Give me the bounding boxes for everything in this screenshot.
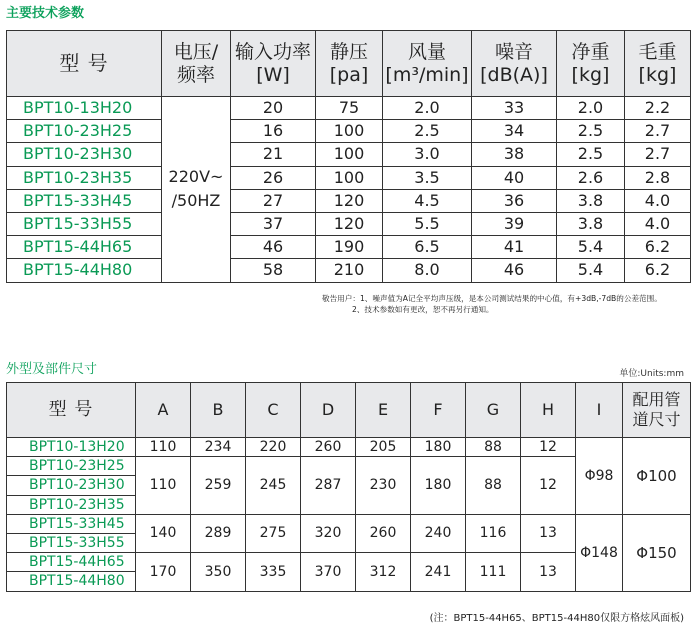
static-pressure-cell: 190 <box>316 236 383 259</box>
input-power-cell: 58 <box>231 259 316 282</box>
static-pressure-cell: 100 <box>316 120 383 143</box>
model-cell: BPT10-23H35 <box>7 495 136 514</box>
spec-table <box>6 30 691 283</box>
dim-a-cell: 140 <box>136 514 191 552</box>
model-cell: BPT15-33H45 <box>7 514 136 533</box>
noise-cell: 40 <box>472 166 557 189</box>
dim-e-cell: 260 <box>356 514 411 552</box>
dim-b-cell: 234 <box>191 438 246 457</box>
dim-b-cell: 350 <box>191 553 246 591</box>
model-cell: BPT15-33H55 <box>7 212 162 235</box>
spec-header-static-pressure: 静压 [pa] <box>316 31 383 97</box>
input-power-cell: 26 <box>231 166 316 189</box>
model-cell: BPT15-33H55 <box>7 533 136 552</box>
spec-header-airflow: 风量 [m³/min] <box>383 31 472 97</box>
noise-cell: 46 <box>472 259 557 282</box>
dim-h-cell: 13 <box>521 553 576 591</box>
model-cell: BPT10-23H35 <box>7 166 162 189</box>
table-row <box>7 212 691 235</box>
dim-g-cell: 88 <box>466 438 521 457</box>
airflow-cell: 6.5 <box>383 236 472 259</box>
gross-weight-cell: 2.8 <box>625 166 691 189</box>
input-power-cell: 27 <box>231 189 316 212</box>
model-cell: BPT10-23H25 <box>7 457 136 476</box>
spec-section-title: 主要技术参数 <box>6 6 85 21</box>
net-weight-cell: 5.4 <box>557 236 625 259</box>
gross-weight-cell: 2.7 <box>625 120 691 143</box>
dim-header-a: A <box>136 383 191 438</box>
gross-weight-cell: 6.2 <box>625 259 691 282</box>
model-cell: BPT15-44H80 <box>7 259 162 282</box>
dim-d-cell: 320 <box>301 514 356 552</box>
spec-header-model: 型 号 <box>7 31 162 97</box>
model-cell: BPT15-44H80 <box>7 572 136 591</box>
gross-weight-cell: 4.0 <box>625 212 691 235</box>
dim-header-pipe-size: 配用管 道尺寸 <box>623 383 691 438</box>
airflow-cell: 5.5 <box>383 212 472 235</box>
dim-e-cell: 230 <box>356 457 411 515</box>
dim-header-c: C <box>246 383 301 438</box>
gross-weight-cell: 2.7 <box>625 143 691 166</box>
dim-d-cell: 287 <box>301 457 356 515</box>
table-row <box>7 166 691 189</box>
pipe-size-cell-small: Φ100 <box>623 438 691 515</box>
table-row <box>7 236 691 259</box>
spec-notes <box>322 293 662 315</box>
net-weight-cell: 3.8 <box>557 189 625 212</box>
net-weight-cell: 2.5 <box>557 120 625 143</box>
dim-d-cell: 370 <box>301 553 356 591</box>
dim-g-cell: 88 <box>466 457 521 515</box>
gross-weight-cell: 4.0 <box>625 189 691 212</box>
dim-f-cell: 180 <box>411 457 466 515</box>
airflow-cell: 3.0 <box>383 143 472 166</box>
noise-cell: 38 <box>472 143 557 166</box>
airflow-cell: 3.5 <box>383 166 472 189</box>
dim-a-cell: 110 <box>136 438 191 457</box>
dim-h-cell: 12 <box>521 457 576 515</box>
dim-header-g: G <box>466 383 521 438</box>
dim-b-cell: 259 <box>191 457 246 515</box>
dim-header-b: B <box>191 383 246 438</box>
net-weight-cell: 2.6 <box>557 166 625 189</box>
dim-h-cell: 13 <box>521 514 576 552</box>
dim-b-cell: 289 <box>191 514 246 552</box>
dim-i-cell-large: Φ148 <box>576 514 623 591</box>
input-power-cell: 16 <box>231 120 316 143</box>
table-row <box>7 97 691 120</box>
static-pressure-cell: 100 <box>316 166 383 189</box>
dim-header-e: E <box>356 383 411 438</box>
model-cell: BPT15-44H65 <box>7 553 136 572</box>
dimension-header-row <box>7 383 691 438</box>
model-cell: BPT10-23H25 <box>7 120 162 143</box>
model-cell: BPT10-13H20 <box>7 97 162 120</box>
noise-cell: 34 <box>472 120 557 143</box>
dim-header-i: I <box>576 383 623 438</box>
units-label: 单位:Units:mm <box>619 369 684 379</box>
spec-header-noise: 噪音 [dB(A)] <box>472 31 557 97</box>
table-row <box>7 189 691 212</box>
spec-header-row <box>7 31 691 97</box>
net-weight-cell: 5.4 <box>557 259 625 282</box>
dim-c-cell: 220 <box>246 438 301 457</box>
dim-c-cell: 245 <box>246 457 301 515</box>
input-power-cell: 46 <box>231 236 316 259</box>
noise-cell: 39 <box>472 212 557 235</box>
dim-a-cell: 170 <box>136 553 191 591</box>
dim-a-cell: 110 <box>136 457 191 515</box>
spec-header-input-power: 输入功率 [W] <box>231 31 316 97</box>
dim-c-cell: 275 <box>246 514 301 552</box>
dim-header-d: D <box>301 383 356 438</box>
dim-h-cell: 12 <box>521 438 576 457</box>
dim-f-cell: 240 <box>411 514 466 552</box>
table-row <box>7 259 691 282</box>
static-pressure-cell: 75 <box>316 97 383 120</box>
table-row <box>7 514 691 533</box>
net-weight-cell: 2.0 <box>557 97 625 120</box>
airflow-cell: 8.0 <box>383 259 472 282</box>
static-pressure-cell: 210 <box>316 259 383 282</box>
noise-cell: 36 <box>472 189 557 212</box>
spec-note-line-2: 2、技术参数如有更改，恕不再另行通知。 <box>352 305 494 314</box>
model-cell: BPT15-44H65 <box>7 236 162 259</box>
gross-weight-cell: 6.2 <box>625 236 691 259</box>
noise-cell: 41 <box>472 236 557 259</box>
static-pressure-cell: 120 <box>316 189 383 212</box>
dim-g-cell: 111 <box>466 553 521 591</box>
dim-d-cell: 260 <box>301 438 356 457</box>
dim-header-f: F <box>411 383 466 438</box>
static-pressure-cell: 100 <box>316 143 383 166</box>
noise-cell: 33 <box>472 97 557 120</box>
net-weight-cell: 3.8 <box>557 212 625 235</box>
model-cell: BPT10-23H30 <box>7 476 136 495</box>
dim-f-cell: 180 <box>411 438 466 457</box>
model-cell: BPT15-33H45 <box>7 189 162 212</box>
input-power-cell: 37 <box>231 212 316 235</box>
dim-e-cell: 312 <box>356 553 411 591</box>
dim-g-cell: 116 <box>466 514 521 552</box>
spec-header-gross-weight: 毛重 [kg] <box>625 31 691 97</box>
input-power-cell: 20 <box>231 97 316 120</box>
table-row <box>7 120 691 143</box>
dimension-footnote: (注：BPT15-44H65、BPT15-44H80仅限方格炫风面板) <box>429 613 684 624</box>
spec-header-power-supply: 电压/ 频率 <box>162 31 231 97</box>
dim-f-cell: 241 <box>411 553 466 591</box>
spec-note-line-1: 敬告用户：1、噪声值为A记全平均声压级，是本公司测试结果的中心值，有+3dB,-7dB的公差范围。 <box>322 294 662 303</box>
dimension-table <box>6 382 691 592</box>
dim-header-h: H <box>521 383 576 438</box>
dim-header-model: 型 号 <box>7 383 136 438</box>
input-power-cell: 21 <box>231 143 316 166</box>
model-cell: BPT10-13H20 <box>7 438 136 457</box>
power-supply-cell: 220V~ /50HZ <box>162 97 231 283</box>
table-row <box>7 438 691 457</box>
airflow-cell: 2.5 <box>383 120 472 143</box>
airflow-cell: 2.0 <box>383 97 472 120</box>
pipe-size-cell-large: Φ150 <box>623 514 691 591</box>
dim-e-cell: 205 <box>356 438 411 457</box>
model-cell: BPT10-23H30 <box>7 143 162 166</box>
dimension-section-title: 外型及部件尺寸 <box>6 362 98 377</box>
dim-i-cell-small: Φ98 <box>576 438 623 515</box>
spec-header-net-weight: 净重 [kg] <box>557 31 625 97</box>
airflow-cell: 4.5 <box>383 189 472 212</box>
dim-c-cell: 335 <box>246 553 301 591</box>
net-weight-cell: 2.5 <box>557 143 625 166</box>
gross-weight-cell: 2.2 <box>625 97 691 120</box>
table-row <box>7 143 691 166</box>
static-pressure-cell: 120 <box>316 212 383 235</box>
